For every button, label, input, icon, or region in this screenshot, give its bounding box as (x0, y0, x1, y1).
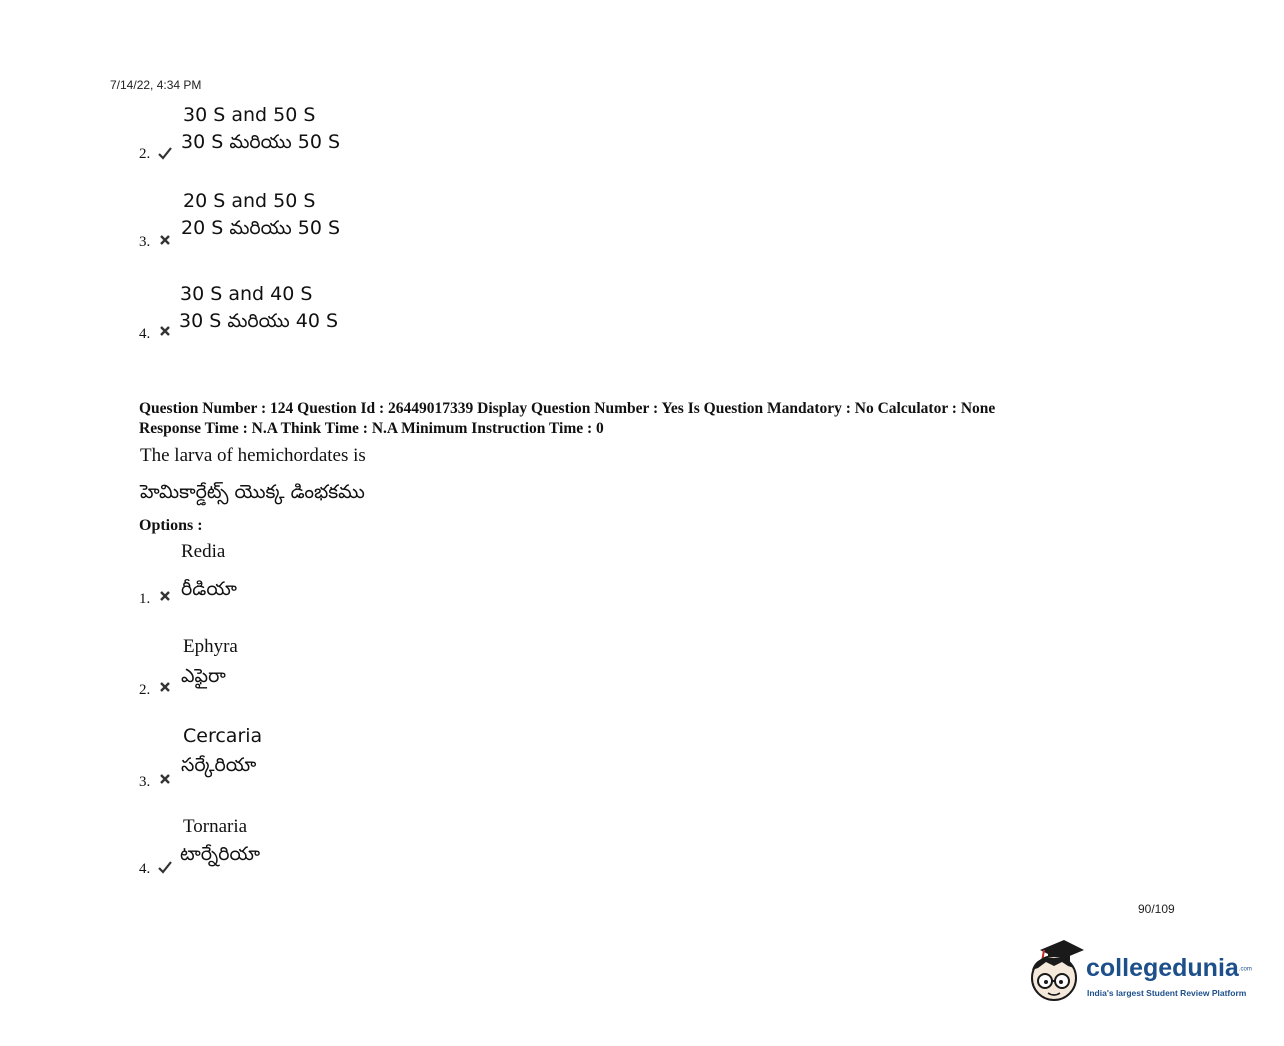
cross-icon (159, 681, 171, 693)
option-telugu: ఎఫైరా (181, 665, 226, 687)
cross-icon (159, 325, 171, 337)
option-telugu: 30 S మరియు 50 S (181, 131, 341, 153)
check-icon (157, 860, 173, 874)
option-telugu: 20 S మరియు 50 S (181, 217, 341, 239)
option-english: 20 S and 50 S (183, 190, 316, 212)
option-english: Tornaria (183, 816, 248, 837)
question-text-telugu: హెమికార్డేట్స్ యొక్క డింభకము (140, 481, 365, 503)
logo-suffix: .com (1238, 966, 1252, 973)
question-meta-line2: Response Time : N.A Think Time : N.A Minimum Instruction Time : 0 (139, 420, 604, 437)
print-timestamp: 7/14/22, 4:34 PM (110, 78, 202, 92)
cross-icon (159, 234, 171, 246)
option-number: 2. (139, 146, 151, 162)
check-icon (157, 146, 173, 160)
options-label: Options : (139, 517, 203, 534)
option-telugu: రీడియా (181, 578, 237, 600)
option-english: Cercaria (183, 725, 263, 747)
option-telugu: టార్నేరియా (180, 843, 261, 865)
question-text-english: The larva of hemichordates is (140, 445, 366, 466)
mascot-icon (1024, 938, 1086, 1008)
option-number: 4. (139, 326, 151, 342)
page-number: 90/109 (1138, 902, 1175, 916)
option-number: 4. (139, 861, 151, 877)
option-telugu: 30 S మరియు 40 S (179, 310, 339, 332)
logo-name: collegedunia (1086, 954, 1239, 982)
cross-icon (159, 590, 171, 602)
option-telugu: సర్కేరియా (181, 754, 257, 776)
option-english: 30 S and 40 S (180, 283, 313, 305)
cross-icon (159, 773, 171, 785)
option-number: 1. (139, 591, 151, 607)
option-number: 3. (139, 234, 151, 250)
option-english: Redia (181, 541, 226, 562)
option-english: Ephyra (183, 636, 238, 657)
question-meta-line1: Question Number : 124 Question Id : 26449017339 Display Question Number : Yes Is Question Mandatory : No Calculator : None (139, 400, 996, 417)
option-number: 3. (139, 774, 151, 790)
logo-tagline: India's largest Student Review Platform (1087, 988, 1247, 998)
option-english: 30 S and 50 S (183, 104, 316, 126)
option-number: 2. (139, 682, 151, 698)
